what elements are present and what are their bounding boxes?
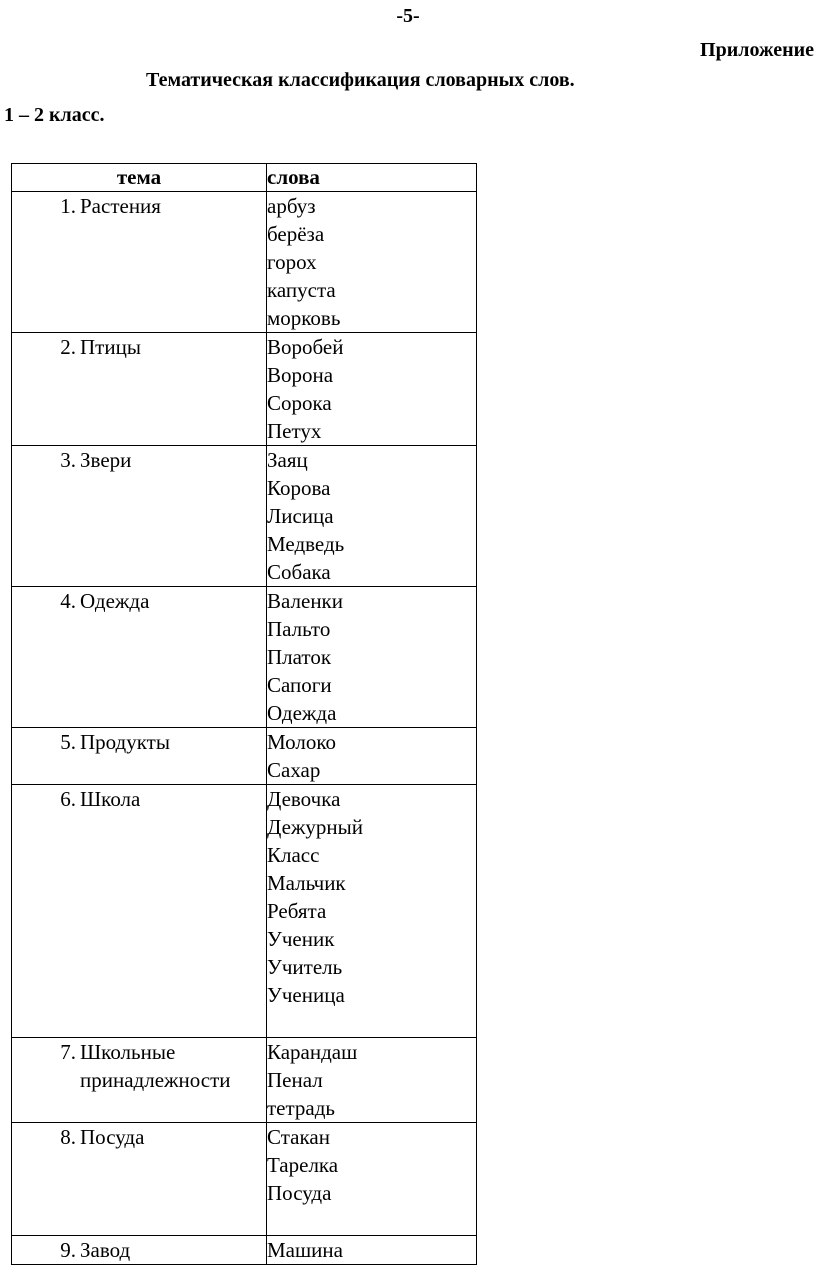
vocabulary-word: Класс bbox=[267, 843, 320, 867]
table-row bbox=[12, 192, 477, 333]
vocabulary-word: тетрадь bbox=[267, 1096, 336, 1120]
topic-name: Продукты bbox=[80, 730, 170, 754]
words-cell bbox=[267, 333, 477, 446]
topic-cell bbox=[12, 1038, 267, 1123]
vocabulary-word: капуста bbox=[267, 278, 336, 302]
vocabulary-word: Корова bbox=[267, 476, 331, 500]
table-header-row bbox=[12, 164, 477, 192]
words-cell bbox=[267, 587, 477, 728]
topic-column-header: тема bbox=[12, 164, 267, 192]
vocabulary-word: Учитель bbox=[267, 955, 343, 979]
appendix-label: Приложение bbox=[700, 39, 814, 61]
topic-cell bbox=[12, 1123, 267, 1236]
topic-cell bbox=[12, 1236, 267, 1265]
vocabulary-word: Машина bbox=[267, 1238, 343, 1262]
table-row bbox=[12, 785, 477, 1038]
vocabulary-word: Петух bbox=[267, 419, 322, 443]
vocabulary-word: берёза bbox=[267, 222, 325, 246]
topic-cell bbox=[12, 728, 267, 785]
topic-number: 4. bbox=[60, 589, 76, 613]
vocabulary-word: Платок bbox=[267, 645, 332, 669]
topic-number: 1. bbox=[60, 194, 76, 218]
vocabulary-word: Сорока bbox=[267, 391, 332, 415]
vocabulary-word: Сахар bbox=[267, 758, 321, 782]
topic-name: Школа bbox=[80, 787, 141, 811]
table-row bbox=[12, 1236, 477, 1265]
vocabulary-word: Сапоги bbox=[267, 673, 332, 697]
topic-name: Посуда bbox=[80, 1125, 145, 1149]
words-cell bbox=[267, 446, 477, 587]
words-cell bbox=[267, 1123, 477, 1236]
topic-number: 2. bbox=[60, 335, 76, 359]
vocabulary-table bbox=[11, 163, 477, 1265]
vocabulary-word: Тарелка bbox=[267, 1153, 339, 1177]
topic-cell bbox=[12, 192, 267, 333]
table-row bbox=[12, 446, 477, 587]
table-row bbox=[12, 728, 477, 785]
page-number: -5- bbox=[396, 5, 420, 27]
vocabulary-word: Посуда bbox=[267, 1181, 332, 1205]
vocabulary-word: Валенки bbox=[267, 589, 343, 613]
vocabulary-word: Медведь bbox=[267, 532, 345, 556]
vocabulary-word: Молоко bbox=[267, 730, 336, 754]
vocabulary-word: Заяц bbox=[267, 448, 308, 472]
table-row bbox=[12, 1123, 477, 1236]
vocabulary-word: Одежда bbox=[267, 701, 337, 725]
vocabulary-word: Ученик bbox=[267, 927, 335, 951]
vocabulary-word: арбуз bbox=[267, 194, 316, 218]
topic-number: 8. bbox=[60, 1125, 76, 1149]
vocabulary-word: Карандаш bbox=[267, 1040, 358, 1064]
topic-number: 6. bbox=[60, 787, 76, 811]
words-cell bbox=[267, 728, 477, 785]
topic-cell bbox=[12, 587, 267, 728]
document-title: Тематическая классификация словарных слов. bbox=[146, 69, 575, 91]
words-cell bbox=[267, 785, 477, 1038]
vocabulary-word: Пенал bbox=[267, 1068, 323, 1092]
topic-number: 3. bbox=[60, 448, 76, 472]
topic-number: 7. bbox=[60, 1040, 76, 1064]
vocabulary-word: горох bbox=[267, 250, 317, 274]
table-row bbox=[12, 587, 477, 728]
vocabulary-word: Воробей bbox=[267, 335, 344, 359]
words-cell bbox=[267, 1236, 477, 1265]
vocabulary-word: Ученица bbox=[267, 983, 345, 1007]
table-body bbox=[12, 192, 477, 1265]
vocabulary-word: Ребята bbox=[267, 899, 327, 923]
words-cell bbox=[267, 1038, 477, 1123]
words-column-header: слова bbox=[267, 164, 477, 192]
vocabulary-word: Пальто bbox=[267, 617, 331, 641]
table-row bbox=[12, 333, 477, 446]
topic-number: 5. bbox=[60, 730, 76, 754]
topic-name: Растения bbox=[80, 194, 161, 218]
vocabulary-word: Собака bbox=[267, 560, 331, 584]
vocabulary-word: Девочка bbox=[267, 787, 341, 811]
topic-cell bbox=[12, 785, 267, 1038]
vocabulary-word: Лисица bbox=[267, 504, 334, 528]
vocabulary-word: Мальчик bbox=[267, 871, 346, 895]
topic-cell bbox=[12, 333, 267, 446]
topic-cell bbox=[12, 446, 267, 587]
vocabulary-word: Стакан bbox=[267, 1125, 330, 1149]
topic-name: Звери bbox=[80, 448, 132, 472]
grade-heading: 1 – 2 класс. bbox=[4, 104, 105, 126]
table-row bbox=[12, 1038, 477, 1123]
topic-name: Птицы bbox=[80, 335, 141, 359]
topic-name: Школьные принадлежности bbox=[80, 1040, 231, 1092]
vocabulary-word: морковь bbox=[267, 306, 341, 330]
vocabulary-word: Ворона bbox=[267, 363, 334, 387]
vocabulary-word: Дежурный bbox=[267, 815, 363, 839]
words-cell bbox=[267, 192, 477, 333]
topic-name: Одежда bbox=[80, 589, 150, 613]
topic-name: Завод bbox=[80, 1238, 131, 1262]
topic-number: 9. bbox=[60, 1238, 76, 1262]
